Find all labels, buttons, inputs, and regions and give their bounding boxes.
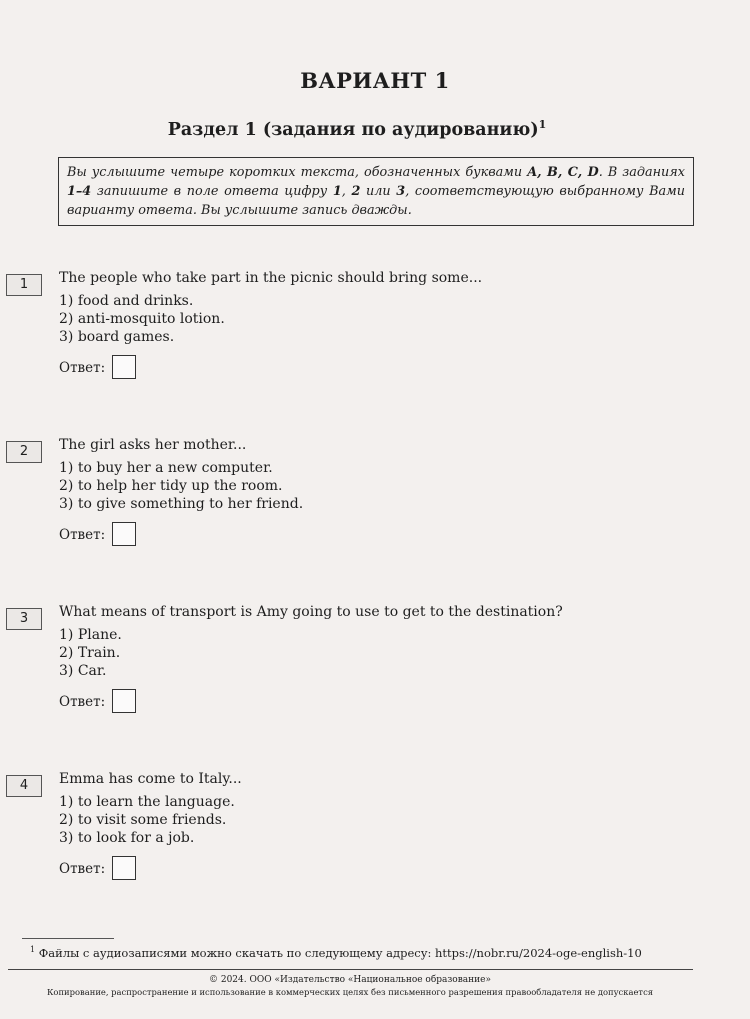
- task-number-box: 1: [6, 274, 42, 296]
- instruction-text: ,: [341, 184, 352, 199]
- instruction-range: 1–4: [67, 184, 92, 199]
- task-number-box: 4: [6, 775, 42, 797]
- option-3: 3) Car.: [59, 663, 107, 679]
- task-question: The people who take part in the picnic should bring some...: [59, 270, 483, 286]
- option-2: 2) to visit some friends.: [59, 812, 227, 828]
- footnote: [30, 945, 642, 960]
- task-question: The girl asks her mother...: [59, 437, 247, 453]
- option-2: 2) to help her tidy up the room.: [59, 478, 283, 494]
- task-number-box: 2: [6, 441, 42, 463]
- instruction-digit: 3: [396, 184, 406, 199]
- footer-divider: [8, 969, 693, 970]
- option-3: 3) board games.: [59, 329, 175, 345]
- instruction-box: [58, 157, 694, 226]
- answer-label: Ответ:: [59, 360, 106, 376]
- instruction-text: , соответствующую выбранному Вами варианту ответа. Вы услышите запись дважды.: [67, 184, 685, 218]
- variant-title: ВАРИАНТ 1: [300, 68, 450, 93]
- answer-box[interactable]: [112, 355, 136, 379]
- task-question: What means of transport is Amy going to use to get to the destination?: [59, 604, 563, 620]
- answer-label: Ответ:: [59, 861, 106, 877]
- answer-box[interactable]: [112, 689, 136, 713]
- instruction-text: . В заданиях: [598, 165, 685, 180]
- copyright: © 2024. ООО «Издательство «Национальное образование»: [208, 975, 491, 985]
- option-1: 1) to learn the language.: [59, 794, 235, 810]
- option-1: 1) to buy her a new computer.: [59, 460, 273, 476]
- option-2: 2) Train.: [59, 645, 121, 661]
- instruction-text: Вы услышите четыре коротких текста, обозначенных буквами: [67, 165, 528, 180]
- footnote-divider: [22, 938, 114, 939]
- option-1: 1) Plane.: [59, 627, 122, 643]
- legal-notice: Копирование, распространение и использование в коммерческих целях без письменного разрешения правообладателя не допускается: [46, 987, 654, 997]
- task-options: [59, 626, 122, 680]
- section-title: [0, 118, 714, 140]
- instruction-digit: 2: [351, 184, 361, 199]
- option-2: 2) anti-mosquito lotion.: [59, 311, 225, 327]
- answer-box[interactable]: [112, 856, 136, 880]
- instruction-digit: 1: [332, 184, 342, 199]
- option-1: 1) food and drinks.: [59, 293, 194, 309]
- task-options: [59, 459, 303, 513]
- instruction-text: запишите в поле ответа цифру: [91, 184, 333, 199]
- task-number-box: 3: [6, 608, 42, 630]
- instruction-letters: A, B, C, D: [527, 165, 599, 180]
- task-options: [59, 793, 235, 847]
- answer-box[interactable]: [112, 522, 136, 546]
- answer-label: Ответ:: [59, 694, 106, 710]
- task-options: [59, 292, 225, 346]
- footnote-text: Файлы с аудиозаписями можно скачать по следующему адресу: https://nobr.ru/2024-oge-english-10: [35, 945, 642, 960]
- option-3: 3) to look for a job.: [59, 830, 195, 846]
- footnote-mark: 1: [30, 945, 36, 954]
- task-question: Emma has come to Italy...: [59, 771, 242, 787]
- section-footnote-mark: 1: [538, 118, 547, 131]
- section-title-text: Раздел 1 (задания по аудированию): [167, 119, 539, 140]
- answer-label: Ответ:: [59, 527, 106, 543]
- instruction-text: или: [360, 184, 397, 199]
- option-3: 3) to give something to her friend.: [59, 496, 304, 512]
